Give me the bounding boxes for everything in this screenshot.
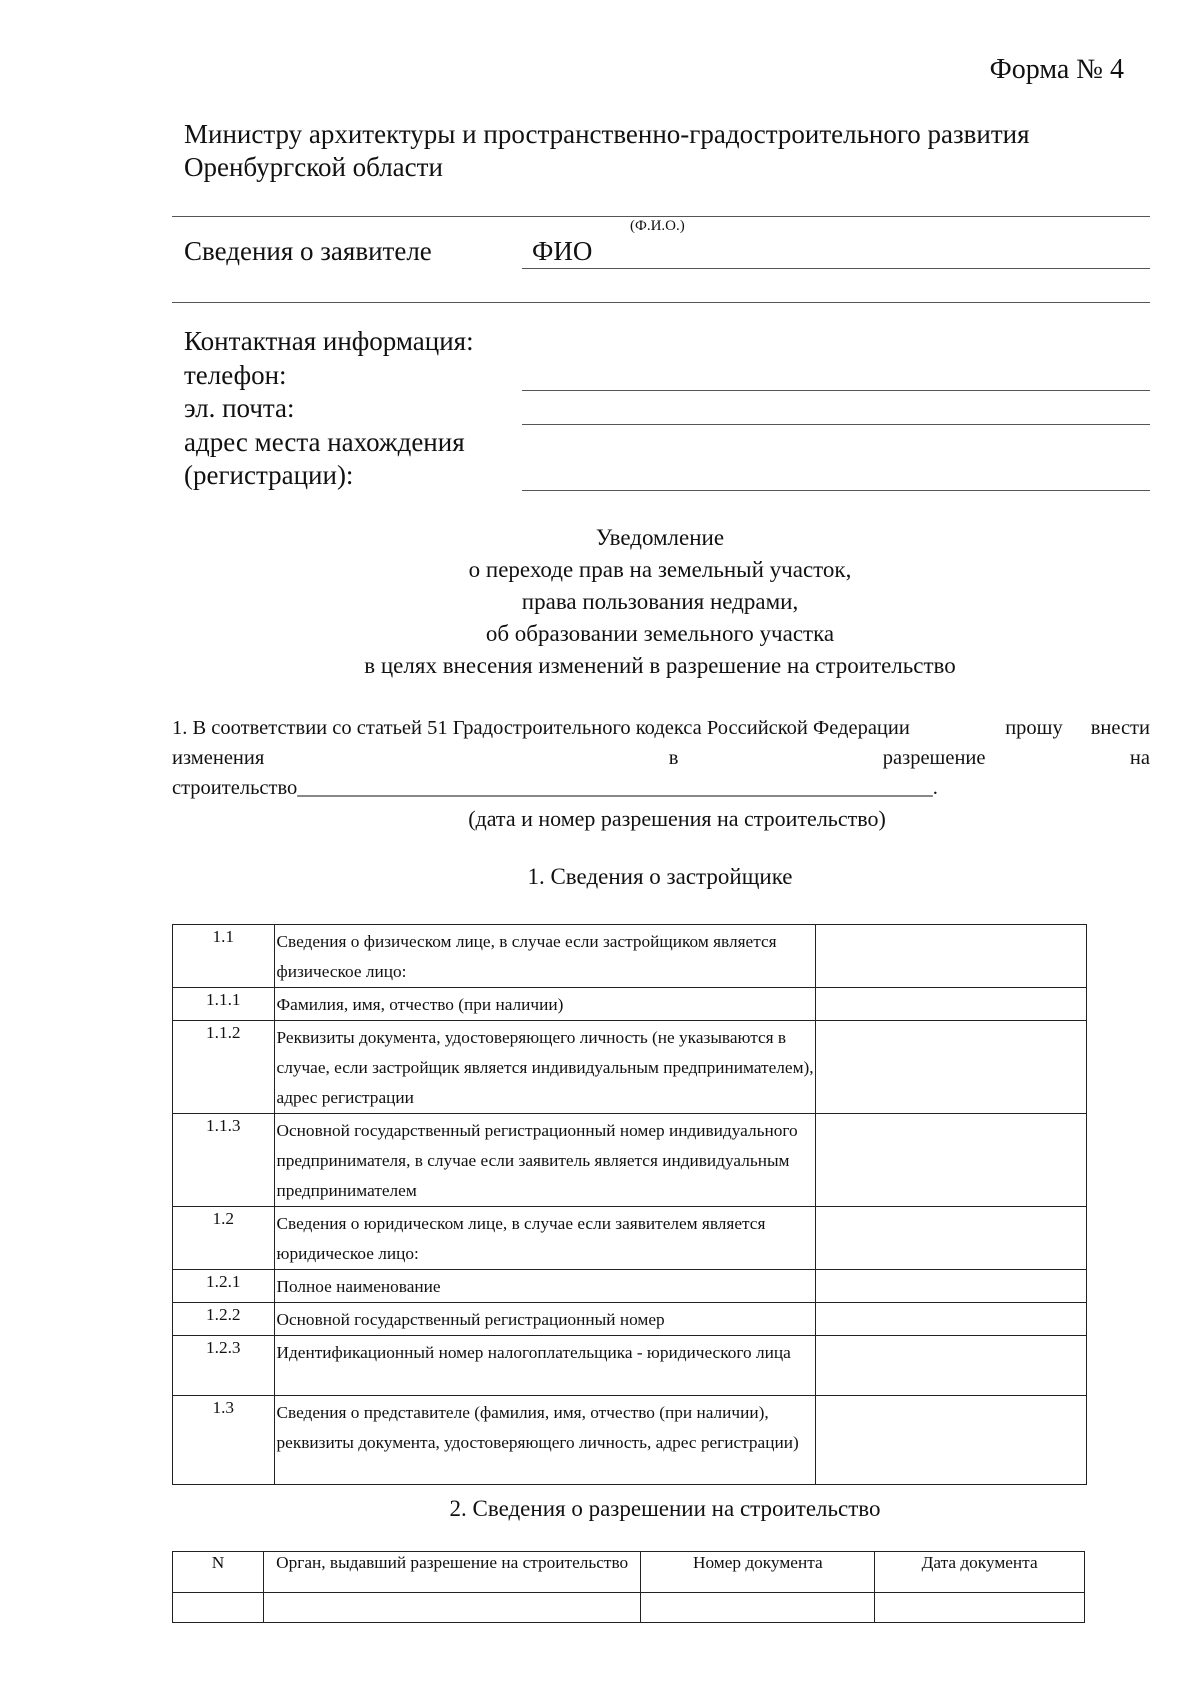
contact-info [184, 325, 474, 493]
address-field[interactable] [522, 490, 1150, 491]
table-row [173, 1114, 1087, 1207]
row-number: 1.2 [173, 1207, 275, 1270]
section-2-title: 2. Сведения о разрешении на строительство [449, 1496, 881, 1521]
row-label: Основной государственный регистрационный номер [274, 1303, 815, 1336]
addressee-line-2: Оренбургской области [184, 152, 443, 182]
table-header-row [173, 1552, 1085, 1593]
row-value-cell[interactable] [815, 1270, 1086, 1303]
row-number: 1.1.1 [173, 988, 275, 1021]
row-value-cell[interactable] [815, 1396, 1086, 1485]
permit-table [172, 1551, 1085, 1623]
cell-doc-number[interactable] [641, 1593, 875, 1623]
divider-middle [172, 302, 1150, 303]
row-value-cell[interactable] [815, 1207, 1086, 1270]
addressee-line-1: Министру архитектуры и пространственно-градостроительного развития [184, 119, 1030, 149]
row-number: 1.2.2 [173, 1303, 275, 1336]
applicant-label: Сведения о заявителе [184, 236, 432, 266]
table-row [173, 1593, 1085, 1623]
table-row [173, 1336, 1087, 1396]
paragraph-word: в [668, 747, 679, 769]
row-label: Фамилия, имя, отчество (при наличии) [274, 988, 815, 1021]
notice-line-2: о переходе прав на земельный участок, [468, 557, 852, 582]
row-number: 1.2.1 [173, 1270, 275, 1303]
fio-underline [522, 268, 1150, 269]
row-label: Сведения о физическом лице, в случае если застройщиком является физическое лицо: [274, 925, 815, 988]
header-doc-number: Номер документа [641, 1552, 875, 1593]
paragraph-text: 1. В соответствии со статьей 51 Градостроительного кодекса Российской Федерации [172, 717, 910, 739]
table-row [173, 925, 1087, 988]
email-field[interactable] [522, 424, 1150, 425]
form-number: Форма № 4 [989, 54, 1124, 85]
paragraph-word: изменения [172, 747, 265, 769]
paragraph-word: разрешение [882, 747, 986, 769]
table-row [173, 1021, 1087, 1114]
paragraph-word: прошу [1005, 717, 1063, 739]
address-label-2: (регистрации): [184, 460, 354, 490]
phone-field[interactable] [522, 390, 1150, 391]
notice-line-5: в целях внесения изменений в разрешение на строительство [364, 653, 956, 678]
email-label: эл. почта: [184, 393, 295, 423]
row-label: Сведения о представителе (фамилия, имя, отчество (при наличии), реквизиты документа, удостоверяющего личность, адрес регистрации) [274, 1396, 815, 1485]
paragraph-line-2 [172, 747, 1150, 770]
notice-line-4: об образовании земельного участка [485, 621, 835, 646]
notice-title [0, 522, 1200, 682]
table-row [173, 1396, 1087, 1485]
table-row [173, 988, 1087, 1021]
paragraph-word: на [1129, 747, 1150, 769]
contact-heading: Контактная информация: [184, 326, 474, 356]
table-row [173, 1270, 1087, 1303]
row-value-cell[interactable] [815, 1303, 1086, 1336]
section-1-title: 1. Сведения о застройщике [527, 864, 793, 889]
paragraph-line-1 [172, 717, 1150, 740]
row-label: Основной государственный регистрационный номер индивидуального предпринимателя, в случае если заявитель является индивидуальным предпринимателем [274, 1114, 815, 1207]
cell-issuer[interactable] [263, 1593, 641, 1623]
fio-field[interactable]: ФИО [532, 236, 593, 266]
row-value-cell[interactable] [815, 988, 1086, 1021]
row-value-cell[interactable] [815, 1114, 1086, 1207]
row-number: 1.1 [173, 925, 275, 988]
developer-table [172, 924, 1087, 1485]
header-n: N [173, 1552, 264, 1593]
table-row [173, 1303, 1087, 1336]
cell-n[interactable] [173, 1593, 264, 1623]
header-doc-date: Дата документа [875, 1552, 1085, 1593]
phone-label: телефон: [184, 359, 287, 390]
address-label: адрес места нахождения [184, 426, 465, 457]
row-value-cell[interactable] [815, 1336, 1086, 1396]
row-number: 1.1.2 [173, 1021, 275, 1114]
header-issuer: Орган, выдавший разрешение на строительство [263, 1552, 641, 1593]
addressee [184, 118, 1030, 184]
row-label: Полное наименование [274, 1270, 815, 1303]
row-label: Сведения о юридическом лице, в случае если заявителем является юридическое лицо: [274, 1207, 815, 1270]
notice-line-3: права пользования недрами, [521, 589, 799, 614]
row-value-cell[interactable] [815, 1021, 1086, 1114]
row-label: Реквизиты документа, удостоверяющего личность (не указываются в случае, если застройщик является индивидуальным предпринимателем), адрес регистрации [274, 1021, 815, 1114]
paragraph-word: внести [1090, 717, 1150, 739]
permit-field[interactable]: строительство______________________________________________________________. [172, 777, 938, 799]
permit-hint: (дата и номер разрешения на строительство) [468, 806, 886, 831]
row-number: 1.1.3 [173, 1114, 275, 1207]
row-number: 1.2.3 [173, 1336, 275, 1396]
table-row [173, 1207, 1087, 1270]
divider-top [172, 216, 1150, 217]
row-label: Идентификационный номер налогоплательщика - юридического лица [274, 1336, 815, 1396]
fio-hint: (Ф.И.О.) [630, 218, 685, 234]
row-number: 1.3 [173, 1396, 275, 1485]
notice-line-1: Уведомление [595, 525, 725, 550]
cell-doc-date[interactable] [875, 1593, 1085, 1623]
row-value-cell[interactable] [815, 925, 1086, 988]
